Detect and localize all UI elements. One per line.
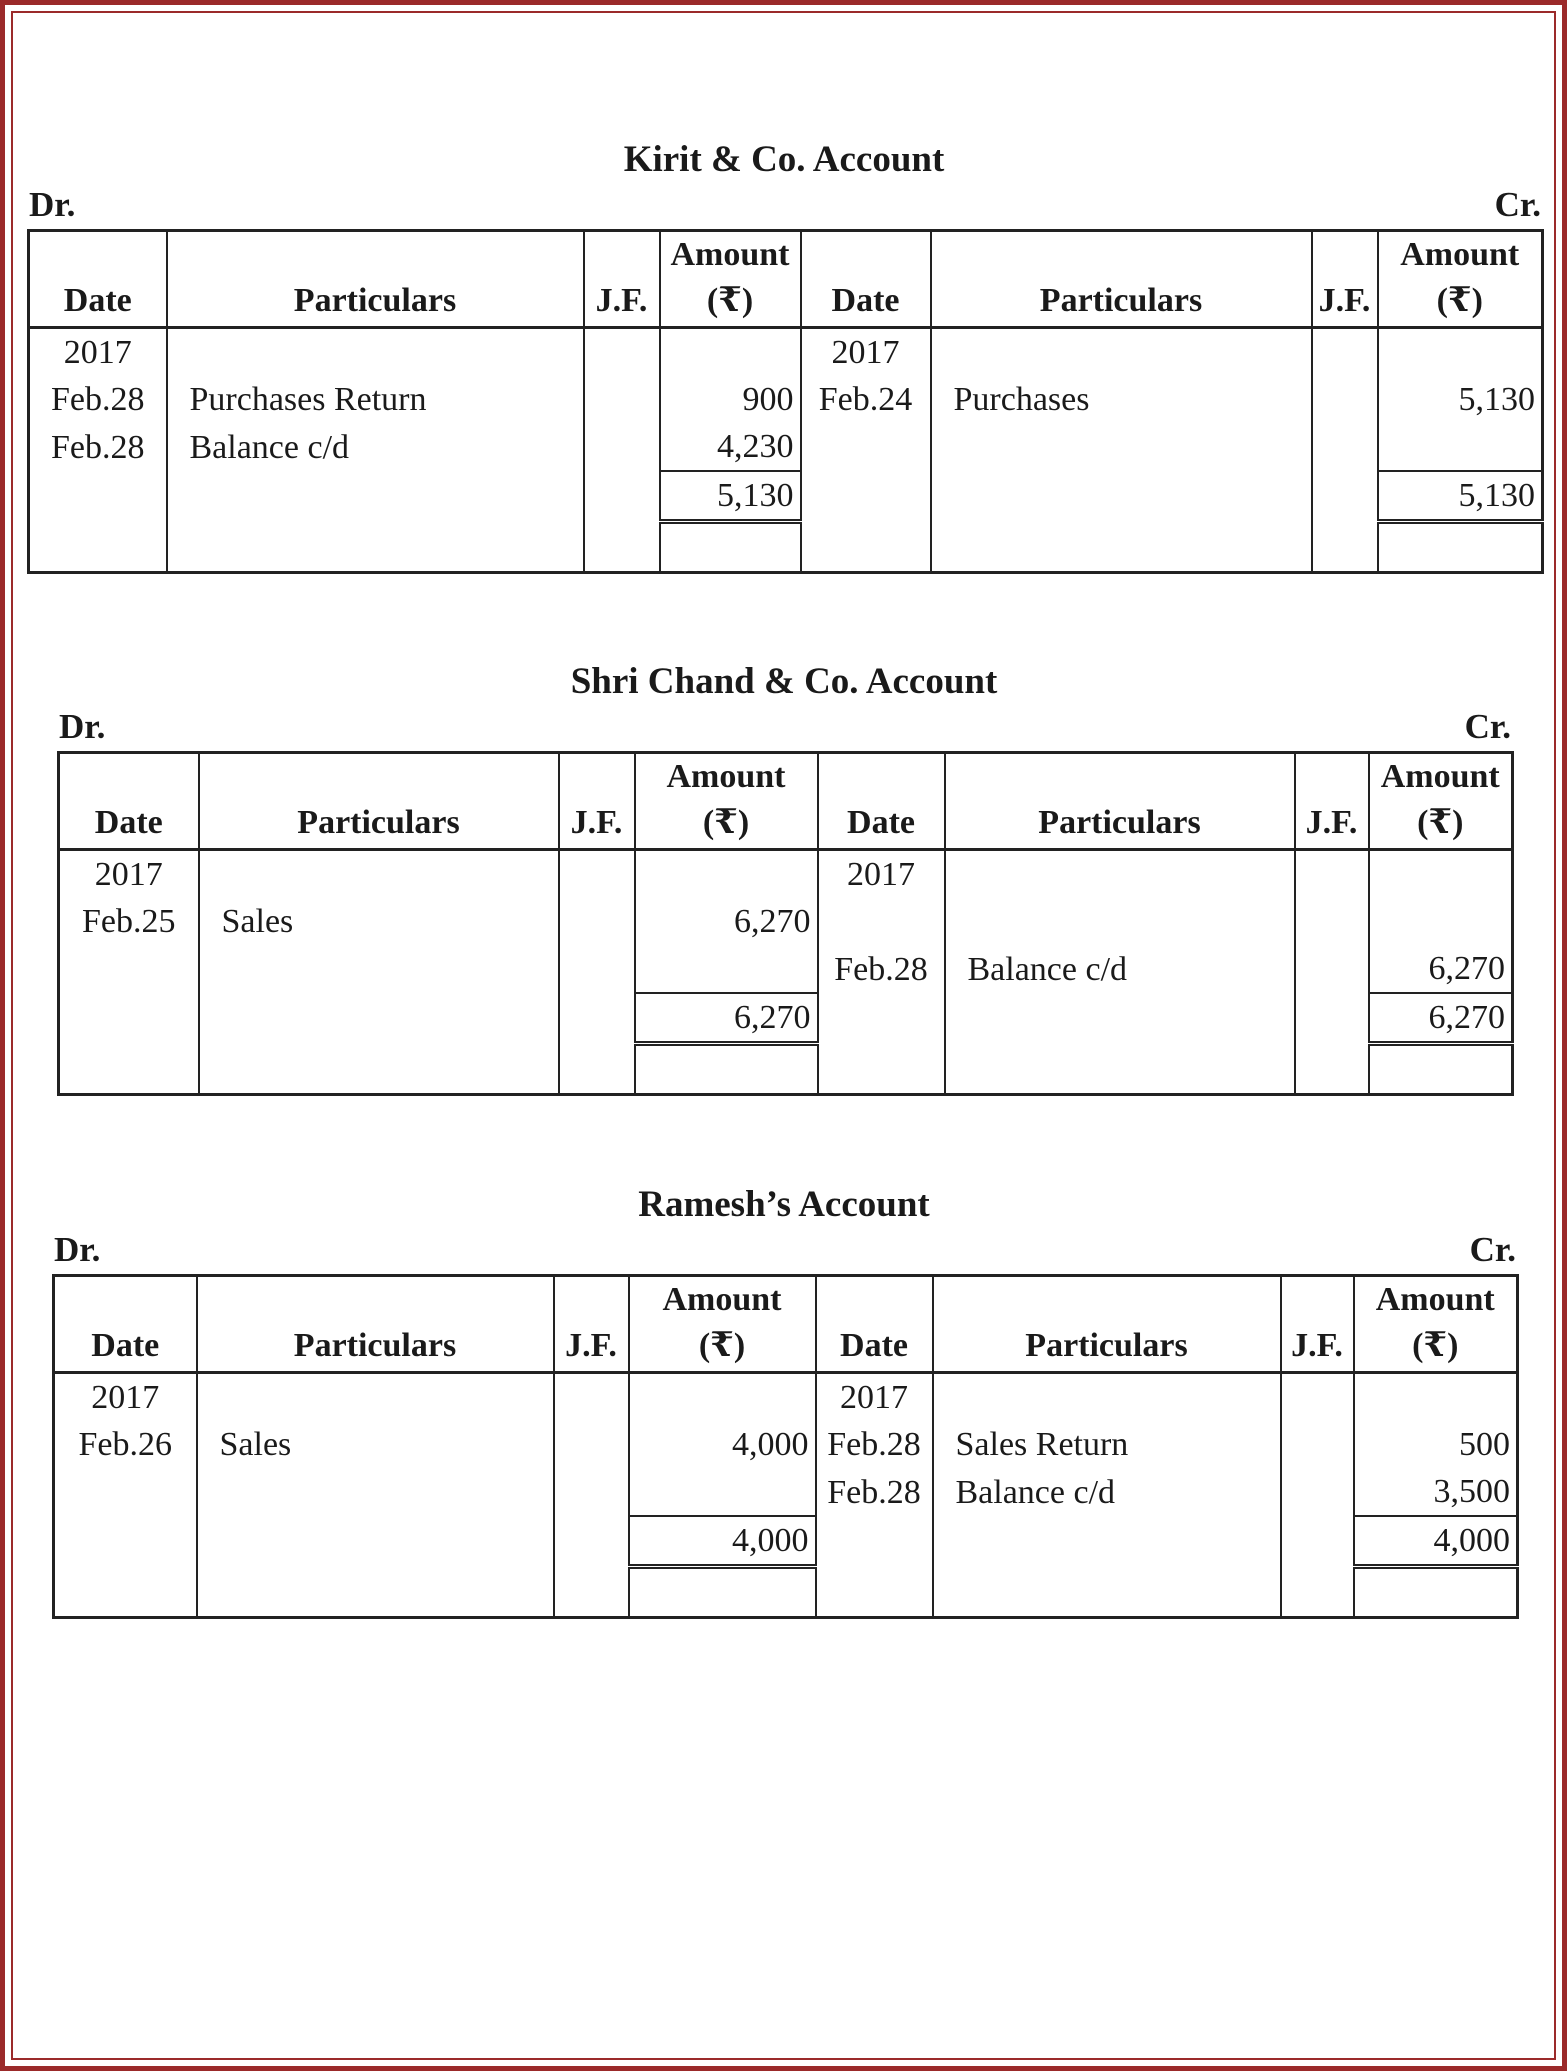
rupee-label: (₹): [1412, 1327, 1459, 1364]
dr-jf: [584, 423, 660, 471]
header-row: [59, 753, 1513, 850]
dr-particulars: Balance c/d: [167, 423, 584, 471]
amount-label: Amount: [1375, 1281, 1495, 1318]
dr-particulars: [199, 850, 559, 899]
dr-amount: 6,270: [635, 898, 818, 945]
dr-jf: [554, 1468, 629, 1516]
dr-amount-header: [660, 231, 801, 328]
dr-particulars: [197, 1373, 554, 1422]
rupee-label: (₹): [698, 1327, 746, 1364]
cr-particulars: Balance c/d: [945, 945, 1295, 993]
dr-jf: [554, 1421, 629, 1468]
dr-particulars-header: Particulars: [197, 1276, 554, 1373]
cr-date: Feb.28: [816, 1421, 933, 1468]
account-title: Kirit & Co. Account: [623, 139, 945, 180]
dr-amount: 4,230: [660, 423, 801, 471]
cr-total: 4,000: [1354, 1516, 1518, 1567]
cr-jf: [1312, 328, 1378, 377]
cr-amount: 6,270: [1369, 945, 1513, 993]
cr-particulars: [931, 328, 1312, 377]
cr-date: Feb.28: [818, 945, 945, 993]
dr-particulars: Sales: [197, 1421, 554, 1468]
header-row: [54, 1276, 1518, 1373]
amount-label: Amount: [1380, 758, 1500, 795]
cr-particulars: [933, 1373, 1281, 1422]
dr-date: [59, 945, 199, 993]
dr-amount-header: [635, 753, 818, 850]
cr-date: Feb.24: [801, 376, 931, 423]
dr-date-header: Date: [29, 231, 167, 328]
table-row: [59, 898, 1513, 945]
cr-particulars: Balance c/d: [933, 1468, 1281, 1516]
dr-jf-header: J.F.: [584, 231, 660, 328]
dr-particulars: [167, 328, 584, 377]
dr-amount: [635, 850, 818, 899]
dr-date: 2017: [59, 850, 199, 899]
dr-particulars-header: Particulars: [199, 753, 559, 850]
dr-jf: [559, 945, 635, 993]
dr-date-header: Date: [54, 1276, 197, 1373]
cr-jf: [1312, 376, 1378, 423]
dr-total: 6,270: [635, 993, 818, 1044]
dr-jf-header: J.F.: [559, 753, 635, 850]
cr-jf: [1295, 898, 1369, 945]
rupee-label: (₹): [1417, 804, 1464, 841]
dr-total: 4,000: [629, 1516, 816, 1567]
dr-amount: [629, 1373, 816, 1422]
debit-label: Dr.: [29, 185, 76, 224]
cr-particulars-header: Particulars: [933, 1276, 1281, 1373]
rupee-label: (₹): [1436, 282, 1483, 319]
cr-date-header: Date: [816, 1276, 933, 1373]
cr-amount: [1354, 1373, 1518, 1422]
dr-amount: 4,000: [629, 1421, 816, 1468]
cr-particulars: Sales Return: [933, 1421, 1281, 1468]
cr-amount: 500: [1354, 1421, 1518, 1468]
credit-label: Cr.: [1464, 707, 1511, 746]
cr-particulars: Purchases: [931, 376, 1312, 423]
dr-particulars: Purchases Return: [167, 376, 584, 423]
dr-jf: [584, 328, 660, 377]
debit-label: Dr.: [54, 1230, 101, 1269]
cr-amount: [1378, 328, 1543, 377]
dr-jf-header: J.F.: [554, 1276, 629, 1373]
dr-date: [54, 1468, 197, 1516]
cr-amount: [1378, 423, 1543, 471]
cr-date: Feb.28: [816, 1468, 933, 1516]
cr-amount-header: [1378, 231, 1543, 328]
cr-amount: 3,500: [1354, 1468, 1518, 1516]
cr-total: 6,270: [1369, 993, 1513, 1044]
dr-jf: [554, 1373, 629, 1422]
dr-particulars: Sales: [199, 898, 559, 945]
dr-amount-header: [629, 1276, 816, 1373]
cr-particulars: [945, 850, 1295, 899]
dr-date-header: Date: [59, 753, 199, 850]
ledger-table: [52, 1274, 1519, 1619]
dr-amount: [629, 1468, 816, 1516]
table-row: [54, 1468, 1518, 1516]
total-row: [54, 1516, 1518, 1567]
cr-jf: [1295, 945, 1369, 993]
dr-date: Feb.25: [59, 898, 199, 945]
cr-amount: [1369, 898, 1513, 945]
cr-date: [818, 898, 945, 945]
cr-amount-header: [1354, 1276, 1518, 1373]
cr-particulars: [945, 898, 1295, 945]
cr-particulars: [931, 423, 1312, 471]
dr-total: 5,130: [660, 471, 801, 522]
table-row: [29, 328, 1543, 377]
cr-jf: [1295, 850, 1369, 899]
spacer-row: [59, 1044, 1513, 1095]
dr-particulars: [199, 945, 559, 993]
cr-total: 5,130: [1378, 471, 1543, 522]
cr-date: 2017: [816, 1373, 933, 1422]
table-row: [54, 1421, 1518, 1468]
credit-label: Cr.: [1469, 1230, 1516, 1269]
account-title: Ramesh’s Account: [638, 1184, 930, 1225]
dr-date: Feb.26: [54, 1421, 197, 1468]
cr-date: [801, 423, 931, 471]
dr-amount: 900: [660, 376, 801, 423]
cr-jf: [1281, 1468, 1354, 1516]
cr-date: 2017: [801, 328, 931, 377]
dr-date: 2017: [54, 1373, 197, 1422]
cr-particulars-header: Particulars: [931, 231, 1312, 328]
cr-jf-header: J.F.: [1312, 231, 1378, 328]
dr-particulars: [197, 1468, 554, 1516]
cr-date-header: Date: [818, 753, 945, 850]
ledger-table: [57, 751, 1514, 1096]
total-row: [29, 471, 1543, 522]
rupee-label: (₹): [702, 804, 750, 841]
cr-date: 2017: [818, 850, 945, 899]
dr-amount: [635, 945, 818, 993]
shri-chand-account: [57, 655, 1511, 1095]
cr-particulars-header: Particulars: [945, 753, 1295, 850]
amount-label: Amount: [666, 758, 786, 795]
dr-particulars-header: Particulars: [167, 231, 584, 328]
cr-date-header: Date: [801, 231, 931, 328]
spacer-row: [54, 1567, 1518, 1618]
ledger-table: [27, 229, 1544, 574]
dr-jf: [559, 850, 635, 899]
header-row: [29, 231, 1543, 328]
credit-label: Cr.: [1494, 185, 1541, 224]
cr-jf-header: J.F.: [1295, 753, 1369, 850]
dr-jf: [584, 376, 660, 423]
dr-date: 2017: [29, 328, 167, 377]
dr-date: Feb.28: [29, 376, 167, 423]
kirit-account: [27, 133, 1541, 573]
amount-label: Amount: [670, 236, 790, 273]
total-row: [59, 993, 1513, 1044]
ramesh-account: [52, 1178, 1516, 1618]
amount-label: Amount: [662, 1281, 782, 1318]
cr-jf: [1281, 1373, 1354, 1422]
debit-label: Dr.: [59, 707, 106, 746]
cr-jf-header: J.F.: [1281, 1276, 1354, 1373]
cr-jf: [1312, 423, 1378, 471]
table-row: [59, 850, 1513, 899]
cr-jf: [1281, 1421, 1354, 1468]
cr-amount: 5,130: [1378, 376, 1543, 423]
amount-label: Amount: [1400, 236, 1520, 273]
dr-amount: [660, 328, 801, 377]
account-title: Shri Chand & Co. Account: [570, 661, 998, 702]
cr-amount-header: [1369, 753, 1513, 850]
dr-date: Feb.28: [29, 423, 167, 471]
spacer-row: [29, 522, 1543, 573]
table-row: [54, 1373, 1518, 1422]
table-row: [59, 945, 1513, 993]
rupee-label: (₹): [706, 282, 754, 319]
dr-jf: [559, 898, 635, 945]
cr-amount: [1369, 850, 1513, 899]
table-row: [29, 423, 1543, 471]
table-row: [29, 376, 1543, 423]
